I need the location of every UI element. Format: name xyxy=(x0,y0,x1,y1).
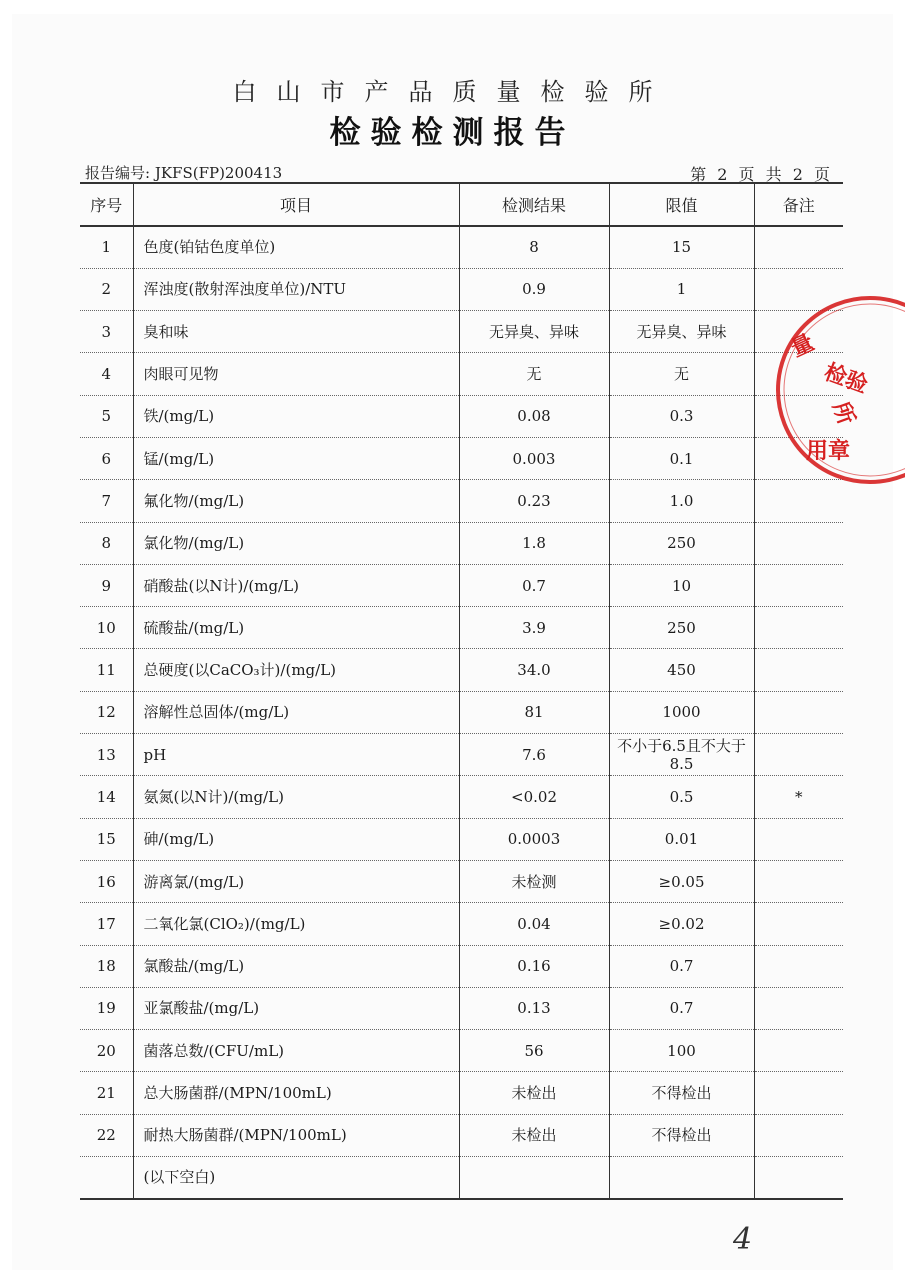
note-cell: * xyxy=(754,776,843,818)
table-row xyxy=(80,226,843,268)
table-row xyxy=(80,691,843,733)
limit-cell: 450 xyxy=(609,649,754,691)
result-cell: 未检出 xyxy=(459,1072,609,1114)
table-row xyxy=(80,903,843,945)
table-row xyxy=(80,395,843,437)
handwritten-page-mark: 4 xyxy=(733,1222,753,1257)
note-cell xyxy=(754,734,843,776)
row-number-cell: 3 xyxy=(80,311,133,353)
row-number-cell: 1 xyxy=(80,226,133,268)
note-cell xyxy=(754,522,843,564)
row-number-cell: 11 xyxy=(80,649,133,691)
result-cell: 0.0003 xyxy=(459,818,609,860)
note-cell xyxy=(754,903,843,945)
limit-cell: 0.7 xyxy=(609,945,754,987)
result-cell: 无 xyxy=(459,353,609,395)
item-name-cell: 溶解性总固体/(mg/L) xyxy=(133,691,459,733)
row-number-cell: 18 xyxy=(80,945,133,987)
note-cell xyxy=(754,860,843,902)
note-cell xyxy=(754,987,843,1029)
item-name-cell: 总大肠菌群/(MPN/100mL) xyxy=(133,1072,459,1114)
limit-cell: 15 xyxy=(609,226,754,268)
note-cell xyxy=(754,691,843,733)
note-cell xyxy=(754,1030,843,1072)
result-cell: <0.02 xyxy=(459,776,609,818)
result-cell: 34.0 xyxy=(459,649,609,691)
result-cell: 0.13 xyxy=(459,987,609,1029)
table-row xyxy=(80,311,843,353)
row-number-cell: 22 xyxy=(80,1114,133,1156)
limit-cell: 10 xyxy=(609,564,754,606)
row-number-cell: 16 xyxy=(80,860,133,902)
row-number-cell: 4 xyxy=(80,353,133,395)
limit-cell: 0.3 xyxy=(609,395,754,437)
item-name-cell: 硝酸盐(以N计)/(mg/L) xyxy=(133,564,459,606)
table-row xyxy=(80,564,843,606)
row-number-cell: 8 xyxy=(80,522,133,564)
table-row xyxy=(80,987,843,1029)
note-cell xyxy=(754,649,843,691)
item-name-cell: 氨氮(以N计)/(mg/L) xyxy=(133,776,459,818)
table-row xyxy=(80,860,843,902)
row-number-cell: 20 xyxy=(80,1030,133,1072)
row-number-cell: 19 xyxy=(80,987,133,1029)
limit-cell: 250 xyxy=(609,522,754,564)
result-cell: 0.04 xyxy=(459,903,609,945)
table-row xyxy=(80,776,843,818)
test-results-table xyxy=(80,182,843,1200)
official-seal xyxy=(770,290,905,500)
result-cell: 7.6 xyxy=(459,734,609,776)
column-header-item: 项目 xyxy=(133,183,459,226)
item-name-cell: (以下空白) xyxy=(133,1157,459,1199)
note-cell xyxy=(754,1072,843,1114)
table-row xyxy=(80,818,843,860)
item-name-cell: 总硬度(以CaCO₃计)/(mg/L) xyxy=(133,649,459,691)
note-cell xyxy=(754,1157,843,1199)
item-name-cell: 臭和味 xyxy=(133,311,459,353)
item-name-cell: 肉眼可见物 xyxy=(133,353,459,395)
result-cell: 未检出 xyxy=(459,1114,609,1156)
result-cell: 56 xyxy=(459,1030,609,1072)
limit-cell: 不得检出 xyxy=(609,1072,754,1114)
limit-cell: 不得检出 xyxy=(609,1114,754,1156)
table-row xyxy=(80,268,843,310)
table-header-row xyxy=(80,183,843,226)
limit-cell: 1.0 xyxy=(609,480,754,522)
result-cell: 8 xyxy=(459,226,609,268)
result-cell: 0.16 xyxy=(459,945,609,987)
table-row xyxy=(80,1157,843,1199)
item-name-cell: 耐热大肠菌群/(MPN/100mL) xyxy=(133,1114,459,1156)
item-name-cell: 菌落总数/(CFU/mL) xyxy=(133,1030,459,1072)
limit-cell: 1000 xyxy=(609,691,754,733)
table-row xyxy=(80,437,843,479)
result-cell: 81 xyxy=(459,691,609,733)
row-number-cell: 14 xyxy=(80,776,133,818)
item-name-cell: 二氧化氯(ClO₂)/(mg/L) xyxy=(133,903,459,945)
item-name-cell: 锰/(mg/L) xyxy=(133,437,459,479)
column-header-result: 检测结果 xyxy=(459,183,609,226)
row-number-cell: 13 xyxy=(80,734,133,776)
limit-cell: 0.1 xyxy=(609,437,754,479)
svg-text:检验: 检验 xyxy=(820,359,871,399)
organization-name: 白山市产品质量检验所 xyxy=(232,78,673,106)
row-number-cell: 21 xyxy=(80,1072,133,1114)
table-row xyxy=(80,649,843,691)
limit-cell: ≥0.05 xyxy=(609,860,754,902)
item-name-cell: pH xyxy=(133,734,459,776)
limit-cell: 1 xyxy=(609,268,754,310)
limit-cell: 0.5 xyxy=(609,776,754,818)
column-header-limit: 限值 xyxy=(609,183,754,226)
row-number-cell: 17 xyxy=(80,903,133,945)
note-cell xyxy=(754,607,843,649)
item-name-cell: 氟化物/(mg/L) xyxy=(133,480,459,522)
seal-icon xyxy=(770,290,905,500)
svg-text:用章: 用章 xyxy=(806,439,851,464)
item-name-cell: 氯化物/(mg/L) xyxy=(133,522,459,564)
item-name-cell: 游离氯/(mg/L) xyxy=(133,860,459,902)
result-cell: 0.08 xyxy=(459,395,609,437)
limit-cell: 100 xyxy=(609,1030,754,1072)
row-number-cell: 12 xyxy=(80,691,133,733)
row-number-cell: 15 xyxy=(80,818,133,860)
item-name-cell: 铁/(mg/L) xyxy=(133,395,459,437)
result-cell: 无异臭、异味 xyxy=(459,311,609,353)
result-cell: 1.8 xyxy=(459,522,609,564)
note-cell xyxy=(754,226,843,268)
limit-cell xyxy=(609,1157,754,1199)
table-row xyxy=(80,522,843,564)
note-cell xyxy=(754,1114,843,1156)
result-cell: 未检测 xyxy=(459,860,609,902)
limit-cell: 无异臭、异味 xyxy=(609,311,754,353)
note-cell xyxy=(754,564,843,606)
result-cell xyxy=(459,1157,609,1199)
item-name-cell: 硫酸盐/(mg/L) xyxy=(133,607,459,649)
column-header-no: 序号 xyxy=(80,183,133,226)
result-cell: 0.9 xyxy=(459,268,609,310)
report-title: 检验检测报告 xyxy=(329,115,576,151)
note-cell xyxy=(754,945,843,987)
column-header-note: 备注 xyxy=(754,183,843,226)
table-row xyxy=(80,1114,843,1156)
table-row xyxy=(80,607,843,649)
svg-text:量: 量 xyxy=(787,330,818,363)
report-number: 报告编号: JKFS(FP)200413 xyxy=(85,164,283,182)
item-name-cell: 色度(铂钴色度单位) xyxy=(133,226,459,268)
row-number-cell: 5 xyxy=(80,395,133,437)
item-name-cell: 浑浊度(散射浑浊度单位)/NTU xyxy=(133,268,459,310)
table-row xyxy=(80,1072,843,1114)
row-number-cell: 2 xyxy=(80,268,133,310)
table-row xyxy=(80,353,843,395)
result-cell: 3.9 xyxy=(459,607,609,649)
row-number-cell: 7 xyxy=(80,480,133,522)
table-row xyxy=(80,945,843,987)
table-row xyxy=(80,734,843,776)
limit-cell: 0.01 xyxy=(609,818,754,860)
table-row xyxy=(80,480,843,522)
result-cell: 0.003 xyxy=(459,437,609,479)
limit-cell: 不小于6.5且不大于8.5 xyxy=(609,734,754,776)
item-name-cell: 亚氯酸盐/(mg/L) xyxy=(133,987,459,1029)
result-cell: 0.7 xyxy=(459,564,609,606)
limit-cell: ≥0.02 xyxy=(609,903,754,945)
item-name-cell: 砷/(mg/L) xyxy=(133,818,459,860)
limit-cell: 0.7 xyxy=(609,987,754,1029)
item-name-cell: 氯酸盐/(mg/L) xyxy=(133,945,459,987)
row-number-cell xyxy=(80,1157,133,1199)
row-number-cell: 9 xyxy=(80,564,133,606)
svg-text:所: 所 xyxy=(827,398,859,429)
limit-cell: 250 xyxy=(609,607,754,649)
result-cell: 0.23 xyxy=(459,480,609,522)
limit-cell: 无 xyxy=(609,353,754,395)
note-cell xyxy=(754,818,843,860)
row-number-cell: 6 xyxy=(80,437,133,479)
table-row xyxy=(80,1030,843,1072)
page-indicator: 第 2 页 共 2 页 xyxy=(690,165,833,184)
row-number-cell: 10 xyxy=(80,607,133,649)
